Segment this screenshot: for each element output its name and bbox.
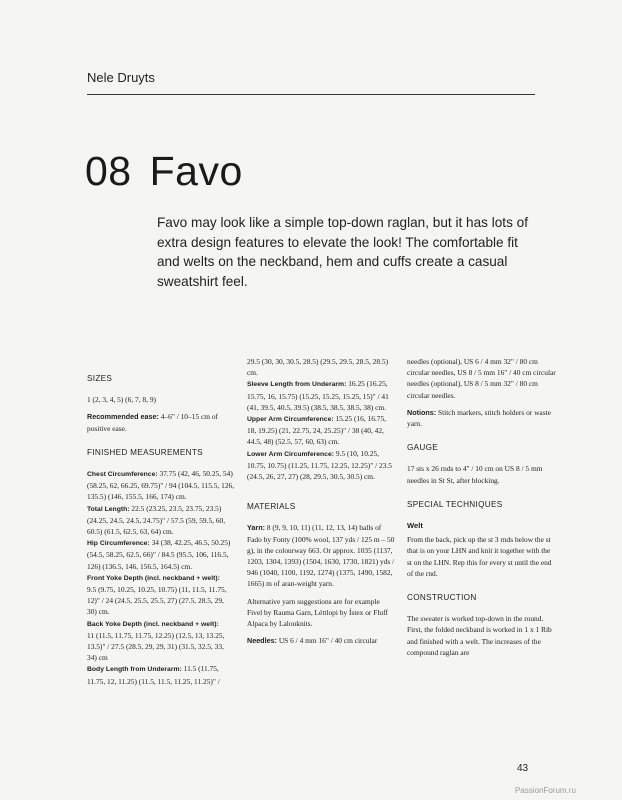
measurement-text: 22.5 (23.25, 23.5, 23.75, 23.5) (24.25, 24.5, 24.5, 24.75)" / 57.5 (59, 59.5, 60, 60.5) (61.5, 62.5, 63, 64) cm. (87, 503, 226, 537)
body-length-continued: 29.5 (30, 30, 30.5, 28.5) (29.5, 29.5, 28.5, 28.5) cm. (247, 357, 389, 378)
measurement-text: 9.5 (10, 10.25, 10.75, 10.75) (11.25, 11.75, 12.25, 12.25)" / 23.5 (24.5, 26, 27, 27) (28, 29.5, 30.5, 30.5) cm. (247, 448, 392, 482)
measurement-label: Lower Arm Circumference: (247, 450, 334, 458)
measurement-text: 37.75 (42, 46, 50.25, 54) (58.25, 62, 66.25, 69.75)" / 94 (104.5, 115.5, 126, 135.5) (146, 155.5, 166, 174) cm. (87, 469, 235, 502)
construction-heading: CONSTRUCTION (407, 593, 477, 603)
measurement-item (87, 468, 235, 503)
ease-text: 4–6" / 10–15 cm of positive ease. (87, 412, 218, 433)
sizes-heading: SIZES (87, 374, 113, 383)
notions-label: Notions: (407, 407, 437, 417)
welt-subheading: Welt (407, 521, 423, 531)
column-1 (87, 373, 235, 687)
alt-yarn-paragraph: Alternative yarn suggestions are for example Fivel by Rauma Garn, Léttlopi by Ístex or Fluff Alpaca by Lalouknits. (247, 596, 388, 629)
measurement-item (247, 448, 395, 483)
measurement-label: Upper Arm Circumference: (247, 416, 334, 424)
header-rule (87, 94, 535, 95)
measurement-text: 16.25 (16.25, 15.75, 16, 15.75) (15.25, 15.25, 15.25, 15)" / 41 (41, 39.5, 40.5, 39.5) (38.5, 38.5, 38.5, 38) cm. (247, 379, 389, 412)
pattern-name: Favo (149, 148, 243, 194)
measurement-item (87, 537, 235, 572)
measurement-item (87, 503, 235, 538)
needles-paragraph (247, 635, 395, 646)
gauge-heading: GAUGE (407, 443, 439, 453)
welt-text: From the back, pick up the st 3 rnds below the st that is on your LHN and knit it together with the st on the LHN. Rep this for every st until the end of the rnd. (407, 535, 552, 578)
sizes-list: 1 (2, 3, 4, 5) (6, 7, 8, 9) (87, 395, 156, 405)
measurement-text: 11 (11.5, 11.75, 11.75, 12.25) (12.5, 13, 13.25, 13.5)" / 27.5 (28.5, 29, 29, 31) (31.5, 32.5, 33, 34) cm (87, 630, 225, 663)
needles-continued: needles (optional), US 6 / 4 mm 32" / 80 cm circular needles, US 8 / 5 mm 16" / 40 cm circular needles (optional), US 8 / 5 mm 32" / 80 cm circular needles. (407, 357, 556, 400)
materials-heading: MATERIALS (247, 502, 296, 512)
notions-text: Stitch markers, stitch holders or waste yarn. (407, 407, 551, 429)
measurement-label: Sleeve Length from Underarm: (247, 381, 347, 389)
construction-text: The sweater is worked top-down in the round. First, the folded neckband is worked in 1 x 1 Rib and finished with a welt. The increases of the compound raglan are (407, 614, 552, 657)
notions-paragraph (407, 407, 557, 429)
needles-label: Needles: (247, 636, 277, 646)
measurement-label: Front Yoke Depth (incl. neckband + welt): (87, 574, 220, 582)
column-3 (407, 356, 557, 658)
measurement-text: 34 (38, 42.25, 46.5, 50.25) (54.5, 58.25, 62.5, 66)" / 84.5 (95.5, 106, 116.5, 126) (136.5, 146, 156.5, 164.5) cm. (87, 538, 231, 571)
pattern-number: 08 (85, 148, 132, 194)
yarn-paragraph (247, 522, 395, 589)
yarn-text: 8 (9, 9, 10, 11) (11, 12, 13, 14) balls of Fado by Fonty (100% wool, 137 yds / 125 m – 50 g), in the colourway 663. Or approx. 1035 (1137, 1203, 1304, 1393) (1504, 1630, 1730, 1821) yds / 946 (1040, 1100, 1192, 1274) (1375, 1490, 1582, 1665) m of aran-weight yarn. (247, 523, 395, 589)
pattern-title (85, 148, 243, 195)
special-techniques-heading: SPECIAL TECHNIQUES (407, 499, 503, 509)
measurement-label: Back Yoke Depth (incl. neckband + welt): (87, 620, 219, 628)
measurement-item (247, 378, 395, 413)
measurement-text: 9.5 (9.75, 10.25, 10.25, 10.75) (11, 11.5, 11.75, 12)" / 24 (24.5, 25.5, 25.5, 27) (27.5, 28.5, 29, 30) cm. (87, 585, 227, 617)
finished-heading: FINISHED MEASUREMENTS (87, 447, 203, 457)
measurement-label: Hip Circumference: (87, 540, 150, 548)
watermark: PassionForum.ru (515, 786, 576, 795)
yarn-label: Yarn: (247, 523, 265, 533)
measurement-item (87, 663, 235, 686)
gauge-text: 17 sts x 26 rnds to 4" / 10 cm on US 8 / 5 mm needles in St St, after blocking. (407, 464, 543, 485)
intro-paragraph: Favo may look like a simple top-down raglan, but it has lots of extra design features to elevate the look! The comfortable fit and welts on the neckband, hem and cuffs create a casual sweatshirt feel. (157, 215, 528, 289)
measurement-label: Body Length from Underarm: (87, 666, 182, 674)
measurement-item (87, 572, 235, 618)
measurement-item (87, 618, 235, 664)
measurement-label: Chest Circumference: (87, 471, 158, 479)
column-2 (247, 356, 395, 646)
measurement-label: Total Length: (87, 505, 130, 513)
measurement-item (247, 413, 395, 448)
ease-paragraph (87, 411, 235, 433)
measurement-text: 11.5 (11.75, 11.75, 12, 11.25) (11.5, 11.5, 11.25, 11.25)" / (87, 664, 220, 686)
needles-text: US 6 / 4 mm 16" / 40 cm circular (278, 636, 378, 646)
ease-label: Recommended ease: (87, 412, 159, 422)
page-number: 43 (517, 763, 529, 774)
measurement-text: 15.25 (16, 16.75, 18, 19.25) (21, 22.75, 24, 25.25)" / 38 (40, 42, 44.5, 48) (52.5, 57, 60, 63) cm. (247, 414, 386, 447)
designer-name: Nele Druyts (87, 70, 155, 85)
